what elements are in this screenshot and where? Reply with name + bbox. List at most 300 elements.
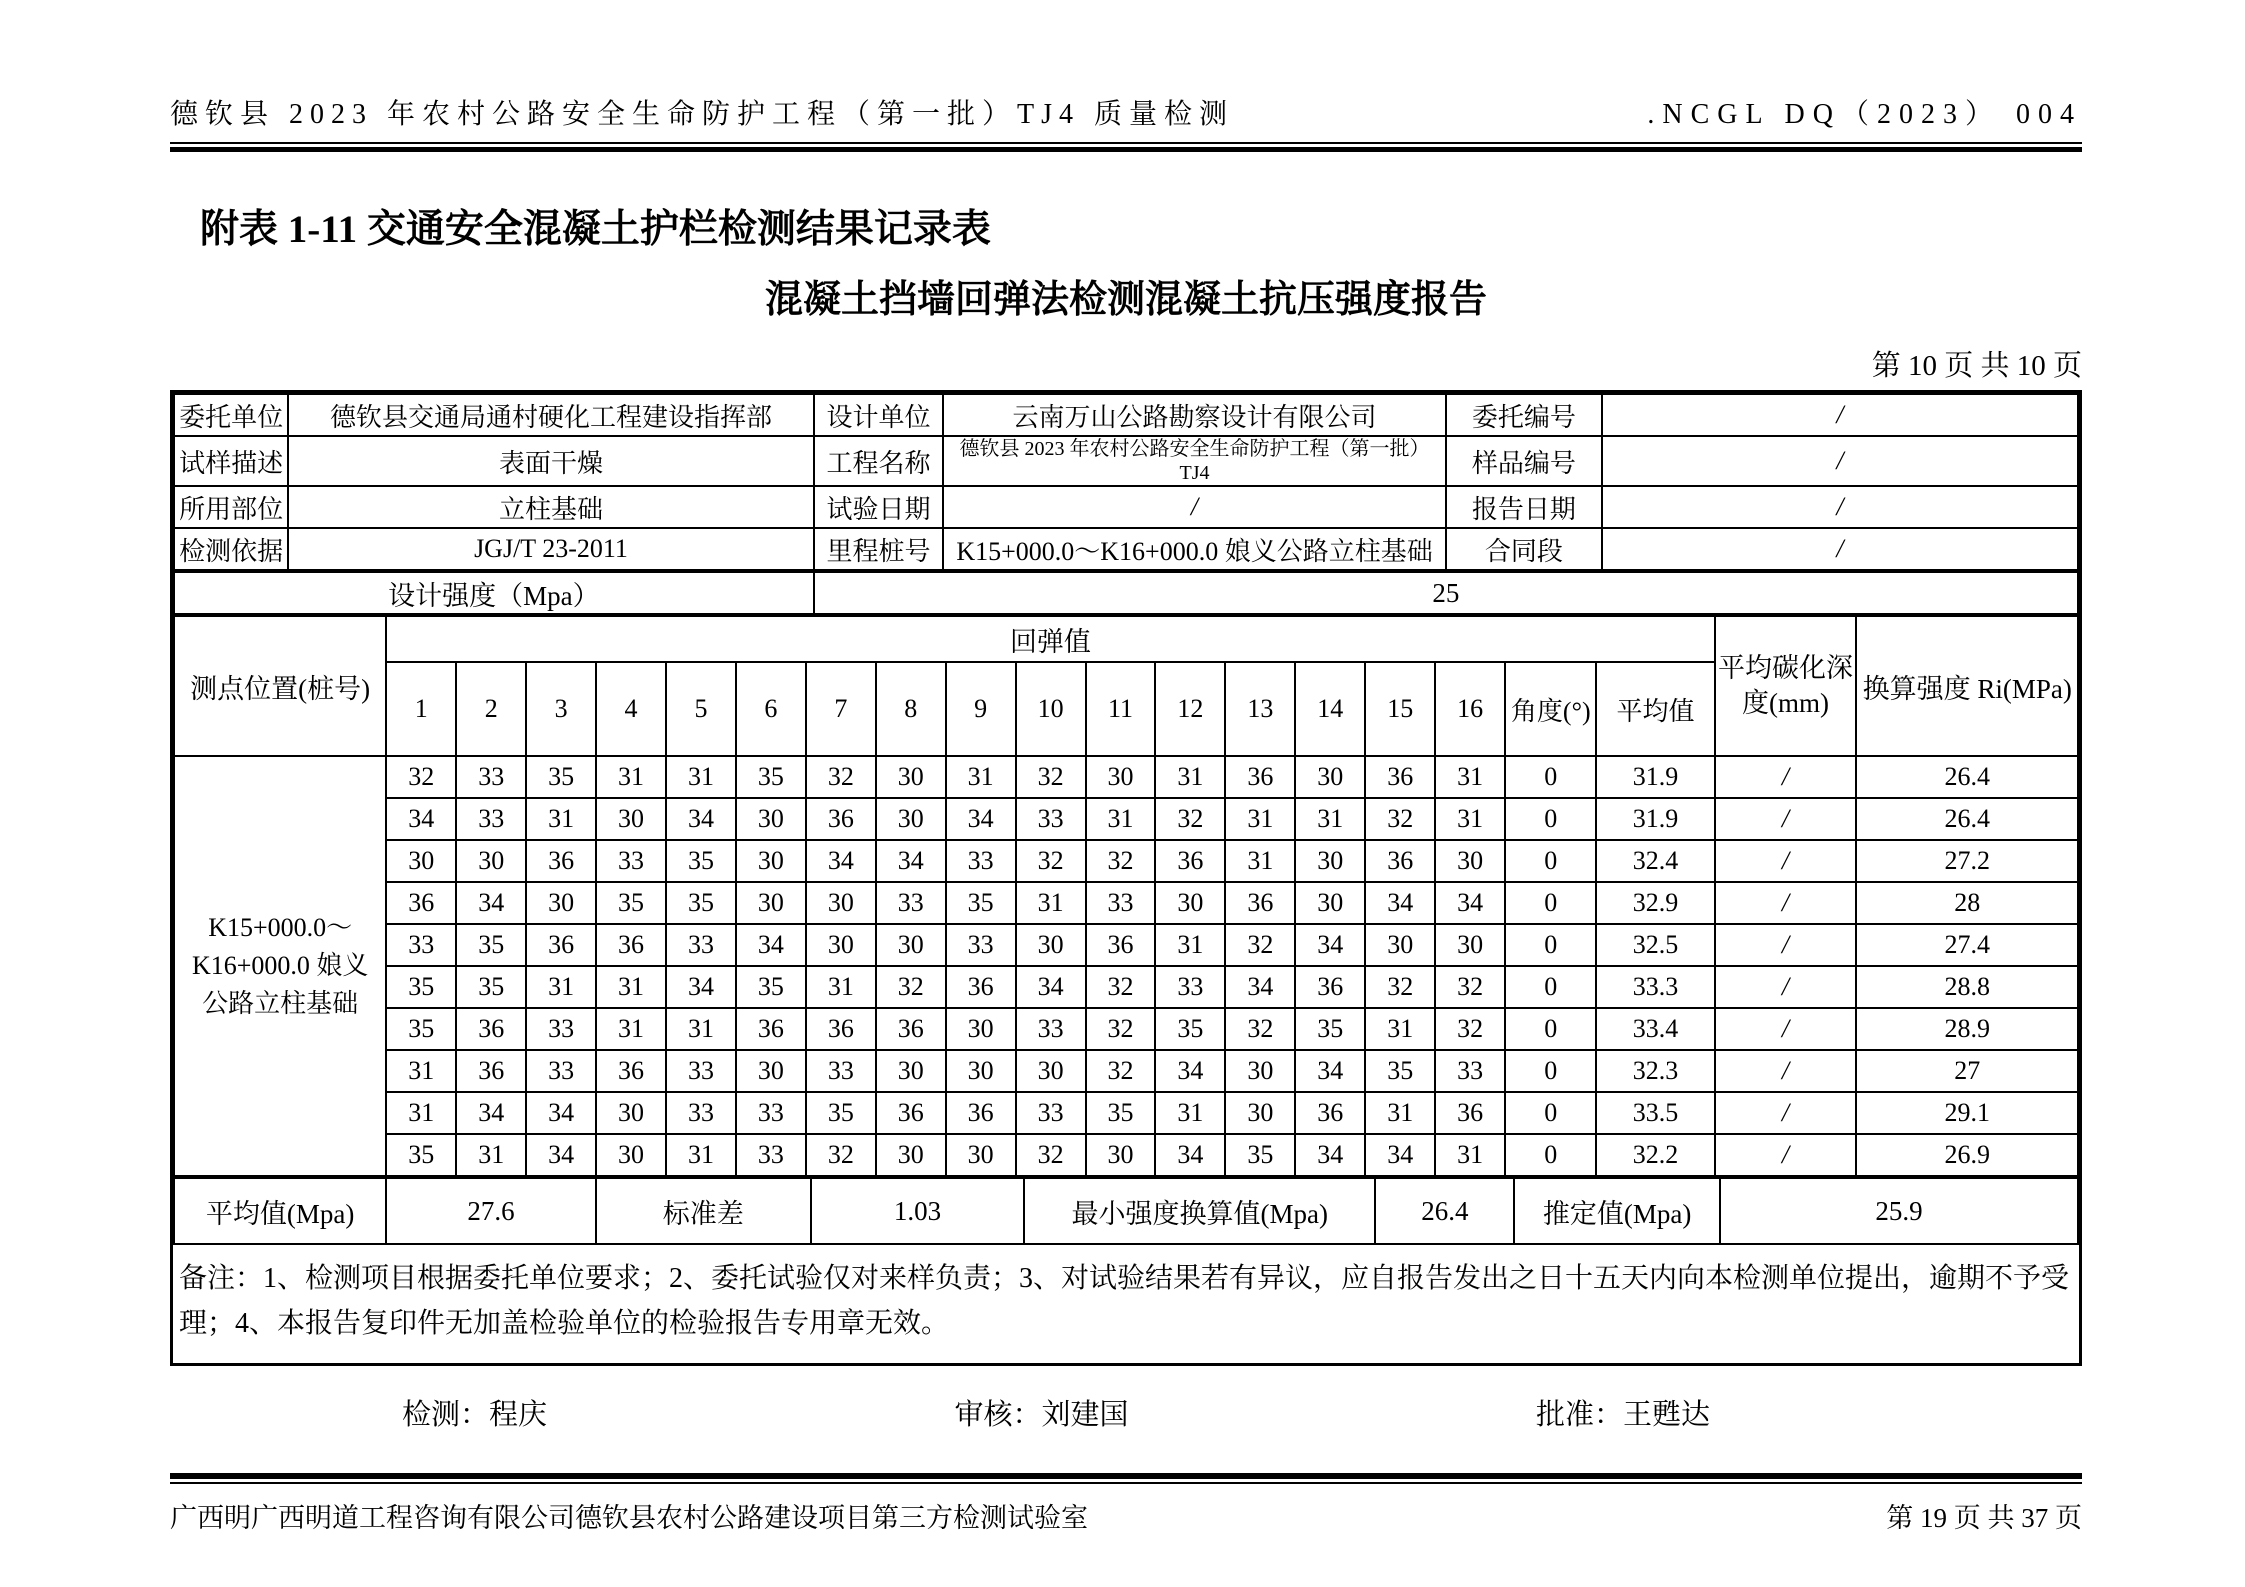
average-header-cell: 平均值 <box>1596 662 1714 756</box>
tester-signature <box>402 1392 547 1433</box>
rebound-value-cell: 30 <box>386 840 456 882</box>
info-table <box>173 393 2079 571</box>
rebound-col-number: 12 <box>1155 662 1225 756</box>
rebound-value-cell: 33 <box>1016 1008 1086 1050</box>
rebound-value-cell: 34 <box>456 882 526 924</box>
rebound-value-cell: 33 <box>526 1008 596 1050</box>
angle-header-cell: 角度(°) <box>1505 662 1596 756</box>
rebound-value-cell: 30 <box>1295 840 1365 882</box>
rebound-value-cell: 34 <box>1155 1050 1225 1092</box>
carbonation-cell: / <box>1715 1092 1857 1134</box>
average-cell: 31.9 <box>1596 798 1714 840</box>
rebound-value-cell: 35 <box>666 840 736 882</box>
rebound-value-cell: 36 <box>1225 882 1295 924</box>
rebound-values-header: 回弹值 <box>386 616 1714 662</box>
rebound-value-cell: 30 <box>1155 882 1225 924</box>
rebound-col-number: 9 <box>946 662 1016 756</box>
approver-name: 王甦达 <box>1622 1398 1710 1431</box>
rebound-value-cell: 36 <box>806 1008 876 1050</box>
point-location-cell: K15+000.0～K16+000.0 娘义公路立柱基础 <box>174 756 386 1176</box>
rebound-value-cell: 31 <box>1225 798 1295 840</box>
rebound-value-cell: 30 <box>596 798 666 840</box>
rebound-value-cell: 32 <box>806 756 876 798</box>
rebound-value-cell: 32 <box>1016 840 1086 882</box>
rebound-col-number: 8 <box>876 662 946 756</box>
rebound-value-cell: 32 <box>1086 840 1156 882</box>
rebound-value-cell: 36 <box>1435 1092 1505 1134</box>
angle-cell: 0 <box>1505 798 1596 840</box>
strength-cell: 28.8 <box>1856 966 2078 1008</box>
rebound-value-cell: 30 <box>946 1134 1016 1176</box>
rebound-value-cell: 36 <box>386 882 456 924</box>
strength-cell: 27.4 <box>1856 924 2078 966</box>
header-rule-thick <box>170 147 2082 152</box>
sample-description-label: 试样描述 <box>174 436 288 486</box>
rebound-value-cell: 34 <box>1155 1134 1225 1176</box>
rebound-value-cell: 30 <box>736 882 806 924</box>
rebound-value-cell: 34 <box>456 1092 526 1134</box>
rebound-table <box>173 615 2079 1177</box>
footer-rule-thick <box>170 1473 2082 1479</box>
average-cell: 33.4 <box>1596 1008 1714 1050</box>
rebound-value-cell: 35 <box>1086 1092 1156 1134</box>
used-part-label: 所用部位 <box>174 486 288 528</box>
rebound-data-row <box>174 882 2078 924</box>
average-mpa-value: 27.6 <box>386 1178 595 1244</box>
rebound-col-number: 11 <box>1086 662 1156 756</box>
report-date-value: / <box>1602 486 2078 528</box>
average-cell: 31.9 <box>1596 756 1714 798</box>
rebound-value-cell: 34 <box>806 840 876 882</box>
rebound-value-cell: 31 <box>386 1050 456 1092</box>
rebound-value-cell: 32 <box>1016 1134 1086 1176</box>
rebound-value-cell: 34 <box>526 1134 596 1176</box>
rebound-value-cell: 30 <box>1016 1050 1086 1092</box>
rebound-value-cell: 31 <box>1435 1134 1505 1176</box>
client-unit-label: 委托单位 <box>174 394 288 436</box>
used-part-value: 立柱基础 <box>288 486 814 528</box>
angle-cell: 0 <box>1505 924 1596 966</box>
rebound-value-cell: 33 <box>596 840 666 882</box>
rebound-value-cell: 30 <box>456 840 526 882</box>
rebound-value-cell: 31 <box>1086 798 1156 840</box>
rebound-value-cell: 30 <box>736 840 806 882</box>
rebound-value-cell: 30 <box>596 1092 666 1134</box>
strength-cell: 27.2 <box>1856 840 2078 882</box>
reviewer-label: 审核： <box>954 1398 1042 1431</box>
rebound-value-cell: 35 <box>596 882 666 924</box>
carbonation-cell: / <box>1715 882 1857 924</box>
rebound-value-cell: 36 <box>946 1092 1016 1134</box>
rebound-value-cell: 36 <box>946 966 1016 1008</box>
rebound-value-cell: 36 <box>526 840 596 882</box>
rebound-value-cell: 34 <box>1365 1134 1435 1176</box>
rebound-col-number: 14 <box>1295 662 1365 756</box>
contract-section-value: / <box>1602 528 2078 570</box>
rebound-value-cell: 31 <box>526 798 596 840</box>
rebound-value-cell: 30 <box>1225 1050 1295 1092</box>
rebound-value-cell: 31 <box>666 1008 736 1050</box>
rebound-data-row <box>174 1092 2078 1134</box>
rebound-value-cell: 31 <box>946 756 1016 798</box>
rebound-value-cell: 31 <box>1155 924 1225 966</box>
design-strength-value: 25 <box>814 572 2078 614</box>
rebound-col-number: 16 <box>1435 662 1505 756</box>
presumed-value-value: 25.9 <box>1720 1178 2078 1244</box>
approver-label: 批准： <box>1535 1398 1623 1431</box>
std-dev-value: 1.03 <box>811 1178 1024 1244</box>
rebound-value-cell: 31 <box>1155 756 1225 798</box>
rebound-col-number: 5 <box>666 662 736 756</box>
rebound-value-cell: 31 <box>1435 798 1505 840</box>
average-cell: 32.9 <box>1596 882 1714 924</box>
rebound-value-cell: 35 <box>806 1092 876 1134</box>
rebound-value-cell: 36 <box>736 1008 806 1050</box>
carbonation-cell: / <box>1715 966 1857 1008</box>
design-strength-row <box>173 571 2079 615</box>
sample-number-value: / <box>1602 436 2078 486</box>
rebound-value-cell: 31 <box>1365 1008 1435 1050</box>
rebound-value-cell: 36 <box>1086 924 1156 966</box>
carbonation-cell: / <box>1715 840 1857 882</box>
rebound-value-cell: 31 <box>386 1092 456 1134</box>
rebound-value-cell: 36 <box>876 1008 946 1050</box>
rebound-value-cell: 30 <box>806 924 876 966</box>
rebound-data-row <box>174 966 2078 1008</box>
approver-signature <box>1536 1392 1710 1433</box>
rebound-value-cell: 32 <box>1086 966 1156 1008</box>
angle-cell: 0 <box>1505 1134 1596 1176</box>
rebound-value-cell: 35 <box>456 924 526 966</box>
rebound-value-cell: 35 <box>1225 1134 1295 1176</box>
tester-label: 检测： <box>402 1398 490 1431</box>
rebound-value-cell: 30 <box>876 798 946 840</box>
rebound-value-cell: 30 <box>946 1050 1016 1092</box>
test-date-value: / <box>943 486 1446 528</box>
info-row <box>174 436 2078 486</box>
rebound-value-cell: 33 <box>1086 882 1156 924</box>
angle-cell: 0 <box>1505 1050 1596 1092</box>
rebound-value-cell: 30 <box>1086 756 1156 798</box>
rebound-col-number: 10 <box>1016 662 1086 756</box>
rebound-value-cell: 35 <box>736 756 806 798</box>
rebound-header-row <box>174 616 2078 662</box>
test-basis-label: 检测依据 <box>174 528 288 570</box>
rebound-value-cell: 36 <box>526 924 596 966</box>
rebound-value-cell: 35 <box>386 966 456 1008</box>
rebound-value-cell: 32 <box>1225 1008 1295 1050</box>
angle-cell: 0 <box>1505 1008 1596 1050</box>
rebound-value-cell: 34 <box>666 966 736 1008</box>
rebound-value-cell: 36 <box>1365 840 1435 882</box>
rebound-col-number: 4 <box>596 662 666 756</box>
rebound-value-cell: 33 <box>1016 798 1086 840</box>
rebound-value-cell: 35 <box>736 966 806 1008</box>
rebound-value-cell: 33 <box>526 1050 596 1092</box>
rebound-value-cell: 35 <box>1295 1008 1365 1050</box>
rebound-value-cell: 31 <box>1225 840 1295 882</box>
presumed-value-label: 推定值(Mpa) <box>1514 1178 1720 1244</box>
rebound-value-cell: 30 <box>596 1134 666 1176</box>
rebound-value-cell: 32 <box>1365 966 1435 1008</box>
rebound-value-cell: 33 <box>946 840 1016 882</box>
rebound-value-cell: 34 <box>1435 882 1505 924</box>
average-cell: 32.4 <box>1596 840 1714 882</box>
std-dev-label: 标准差 <box>596 1178 811 1244</box>
point-location-header: 测点位置(桩号) <box>174 616 386 756</box>
average-cell: 32.5 <box>1596 924 1714 966</box>
rebound-value-cell: 35 <box>666 882 736 924</box>
rebound-value-cell: 34 <box>876 840 946 882</box>
design-unit-value: 云南万山公路勘察设计有限公司 <box>943 394 1446 436</box>
rebound-value-cell: 31 <box>1365 1092 1435 1134</box>
client-unit-value: 德钦县交通局通村硬化工程建设指挥部 <box>288 394 814 436</box>
page-title: 附表 1-11 交通安全混凝土护栏检测结果记录表 <box>200 208 991 251</box>
rebound-value-cell: 32 <box>1155 798 1225 840</box>
carbonation-cell: / <box>1715 756 1857 798</box>
rebound-col-number: 3 <box>526 662 596 756</box>
carbonation-cell: / <box>1715 1050 1857 1092</box>
rebound-data-row <box>174 798 2078 840</box>
rebound-value-cell: 33 <box>1016 1092 1086 1134</box>
test-date-label: 试验日期 <box>814 486 943 528</box>
rebound-value-cell: 33 <box>736 1092 806 1134</box>
rebound-value-cell: 33 <box>666 1050 736 1092</box>
rebound-data-row <box>174 1134 2078 1176</box>
rebound-value-cell: 30 <box>1295 756 1365 798</box>
rebound-value-cell: 33 <box>736 1134 806 1176</box>
rebound-value-cell: 32 <box>1435 1008 1505 1050</box>
strength-cell: 28 <box>1856 882 2078 924</box>
rebound-col-number: 7 <box>806 662 876 756</box>
rebound-value-cell: 30 <box>736 798 806 840</box>
report-date-label: 报告日期 <box>1446 486 1602 528</box>
rebound-col-number: 13 <box>1225 662 1295 756</box>
strength-cell: 26.4 <box>1856 756 2078 798</box>
rebound-data-row <box>174 1050 2078 1092</box>
rebound-value-cell: 33 <box>456 798 526 840</box>
footer-rule <box>170 1473 2082 1484</box>
rebound-value-cell: 30 <box>876 1050 946 1092</box>
rebound-value-cell: 33 <box>1155 966 1225 1008</box>
signature-row <box>170 1392 2082 1433</box>
rebound-value-cell: 31 <box>1016 882 1086 924</box>
rebound-data-row <box>174 1008 2078 1050</box>
rebound-value-cell: 30 <box>1435 924 1505 966</box>
footer-lab-name: 广西明广西明道工程咨询有限公司德钦县农村公路建设项目第三方检测试验室 <box>170 1502 1088 1533</box>
rebound-data-row <box>174 840 2078 882</box>
rebound-value-cell: 30 <box>876 924 946 966</box>
average-cell: 33.5 <box>1596 1092 1714 1134</box>
angle-cell: 0 <box>1505 840 1596 882</box>
rebound-value-cell: 36 <box>596 1050 666 1092</box>
rebound-value-cell: 36 <box>456 1008 526 1050</box>
rebound-col-number: 15 <box>1365 662 1435 756</box>
strength-cell: 26.4 <box>1856 798 2078 840</box>
running-header-left: 德钦县 2023 年农村公路安全生命防护工程（第一批）TJ4 质量检测 <box>170 99 1235 130</box>
rebound-data-row <box>174 756 2078 798</box>
rebound-value-cell: 32 <box>1435 966 1505 1008</box>
summary-row <box>173 1177 2079 1245</box>
average-cell: 32.2 <box>1596 1134 1714 1176</box>
strength-cell: 27 <box>1856 1050 2078 1092</box>
strength-cell: 29.1 <box>1856 1092 2078 1134</box>
rebound-value-cell: 30 <box>1086 1134 1156 1176</box>
running-header <box>170 0 2082 132</box>
rebound-value-cell: 31 <box>596 1008 666 1050</box>
rebound-value-cell: 35 <box>526 756 596 798</box>
rebound-value-cell: 33 <box>876 882 946 924</box>
remarks-note: 备注：1、检测项目根据委托单位要求；2、委托试验仅对来样负责；3、对试验结果若有异议，应自报告发出之日十五天内向本检测单位提出，逾期不予受理；4、本报告复印件无加盖检验单位的检验报告专用章无效。 <box>179 1263 2070 1339</box>
reviewer-signature <box>954 1392 1128 1433</box>
rebound-value-cell: 36 <box>1155 840 1225 882</box>
rebound-value-cell: 32 <box>876 966 946 1008</box>
rebound-value-cell: 36 <box>1295 1092 1365 1134</box>
min-strength-label: 最小强度换算值(Mpa) <box>1024 1178 1375 1244</box>
rebound-value-cell: 30 <box>1365 924 1435 966</box>
rebound-value-cell: 36 <box>1225 756 1295 798</box>
rebound-value-cell: 34 <box>526 1092 596 1134</box>
rebound-value-cell: 34 <box>1365 882 1435 924</box>
rebound-value-cell: 31 <box>596 756 666 798</box>
footer-rule-thin <box>170 1482 2082 1484</box>
rebound-value-cell: 30 <box>876 1134 946 1176</box>
rebound-value-cell: 34 <box>386 798 456 840</box>
angle-cell: 0 <box>1505 966 1596 1008</box>
angle-cell: 0 <box>1505 1092 1596 1134</box>
rebound-value-cell: 31 <box>526 966 596 1008</box>
report-table <box>170 390 2082 1366</box>
page-number-bottom: 第 19 页 共 37 页 <box>1886 1502 2082 1533</box>
rebound-value-cell: 35 <box>1155 1008 1225 1050</box>
rebound-value-cell: 34 <box>666 798 736 840</box>
strength-cell: 26.9 <box>1856 1134 2078 1176</box>
rebound-value-cell: 33 <box>666 924 736 966</box>
rebound-value-cell: 35 <box>946 882 1016 924</box>
page-number-top: 第 10 页 共 10 页 <box>1871 350 2082 382</box>
rebound-value-cell: 31 <box>456 1134 526 1176</box>
rebound-value-cell: 34 <box>736 924 806 966</box>
tester-name: 程庆 <box>489 1398 548 1431</box>
info-row <box>174 394 2078 436</box>
rebound-value-cell: 34 <box>1225 966 1295 1008</box>
header-rule-thin <box>170 142 2082 144</box>
rebound-data-row <box>174 924 2078 966</box>
rebound-value-cell: 32 <box>806 1134 876 1176</box>
rebound-value-cell: 33 <box>1435 1050 1505 1092</box>
header-rule <box>170 142 2082 152</box>
rebound-value-cell: 31 <box>1295 798 1365 840</box>
rebound-value-cell: 33 <box>456 756 526 798</box>
carbonation-depth-header: 平均碳化深度(mm) <box>1715 616 1857 756</box>
rebound-value-cell: 31 <box>1435 756 1505 798</box>
rebound-value-cell: 31 <box>1155 1092 1225 1134</box>
running-footer <box>170 1496 2082 1535</box>
test-basis-value: JGJ/T 23-2011 <box>288 528 814 570</box>
carbonation-cell: / <box>1715 1008 1857 1050</box>
rebound-value-cell: 36 <box>1365 756 1435 798</box>
stake-number-value: K15+000.0～K16+000.0 娘义公路立柱基础 <box>943 528 1446 570</box>
rebound-value-cell: 30 <box>876 756 946 798</box>
rebound-col-number: 1 <box>386 662 456 756</box>
rebound-col-number: 6 <box>736 662 806 756</box>
rebound-value-cell: 30 <box>1225 1092 1295 1134</box>
reviewer-name: 刘建国 <box>1041 1398 1129 1431</box>
rebound-value-cell: 32 <box>1086 1050 1156 1092</box>
rebound-value-cell: 31 <box>596 966 666 1008</box>
average-cell: 33.3 <box>1596 966 1714 1008</box>
contract-section-label: 合同段 <box>1446 528 1602 570</box>
rebound-value-cell: 36 <box>1295 966 1365 1008</box>
rebound-value-cell: 34 <box>1016 966 1086 1008</box>
rebound-value-cell: 30 <box>1435 840 1505 882</box>
rebound-value-cell: 30 <box>806 882 876 924</box>
angle-cell: 0 <box>1505 756 1596 798</box>
rebound-value-cell: 32 <box>1225 924 1295 966</box>
average-mpa-label: 平均值(Mpa) <box>174 1178 386 1244</box>
strength-cell: 28.9 <box>1856 1008 2078 1050</box>
design-unit-label: 设计单位 <box>814 394 943 436</box>
project-name-value: 德钦县 2023 年农村公路安全生命防护工程（第一批）TJ4 <box>943 436 1446 486</box>
rebound-value-cell: 35 <box>456 966 526 1008</box>
rebound-value-cell: 35 <box>386 1134 456 1176</box>
page-subtitle: 混凝土挡墙回弹法检测混凝土抗压强度报告 <box>764 279 1487 321</box>
rebound-value-cell: 33 <box>806 1050 876 1092</box>
rebound-value-cell: 32 <box>1086 1008 1156 1050</box>
rebound-value-cell: 35 <box>1365 1050 1435 1092</box>
project-name-label: 工程名称 <box>814 436 943 486</box>
carbonation-cell: / <box>1715 924 1857 966</box>
rebound-value-cell: 32 <box>386 756 456 798</box>
rebound-value-cell: 33 <box>666 1092 736 1134</box>
rebound-value-cell: 33 <box>386 924 456 966</box>
converted-strength-header: 换算强度 Ri(MPa) <box>1856 616 2078 756</box>
design-strength-label: 设计强度（Mpa） <box>174 572 814 614</box>
angle-cell: 0 <box>1505 882 1596 924</box>
stake-number-label: 里程桩号 <box>814 528 943 570</box>
rebound-value-cell: 30 <box>1016 924 1086 966</box>
rebound-value-cell: 34 <box>1295 1134 1365 1176</box>
rebound-value-cell: 36 <box>596 924 666 966</box>
rebound-value-cell: 34 <box>1295 1050 1365 1092</box>
rebound-value-cell: 31 <box>806 966 876 1008</box>
rebound-value-cell: 30 <box>1295 882 1365 924</box>
rebound-value-cell: 36 <box>876 1092 946 1134</box>
commission-number-value: / <box>1602 394 2078 436</box>
rebound-value-cell: 36 <box>456 1050 526 1092</box>
rebound-value-cell: 30 <box>526 882 596 924</box>
rebound-value-cell: 30 <box>946 1008 1016 1050</box>
rebound-value-cell: 35 <box>386 1008 456 1050</box>
running-header-right: .NCGL DQ（2023） 004 <box>1647 99 2082 130</box>
rebound-col-number: 2 <box>456 662 526 756</box>
average-cell: 32.3 <box>1596 1050 1714 1092</box>
rebound-value-cell: 33 <box>946 924 1016 966</box>
rebound-value-cell: 34 <box>946 798 1016 840</box>
rebound-value-cell: 36 <box>806 798 876 840</box>
rebound-value-cell: 32 <box>1016 756 1086 798</box>
min-strength-value: 26.4 <box>1375 1178 1514 1244</box>
rebound-data-body <box>174 756 2078 1176</box>
rebound-value-cell: 30 <box>736 1050 806 1092</box>
rebound-value-cell: 31 <box>666 756 736 798</box>
info-row <box>174 486 2078 528</box>
carbonation-cell: / <box>1715 798 1857 840</box>
commission-number-label: 委托编号 <box>1446 394 1602 436</box>
carbonation-cell: / <box>1715 1134 1857 1176</box>
rebound-value-cell: 31 <box>666 1134 736 1176</box>
info-row <box>174 528 2078 570</box>
